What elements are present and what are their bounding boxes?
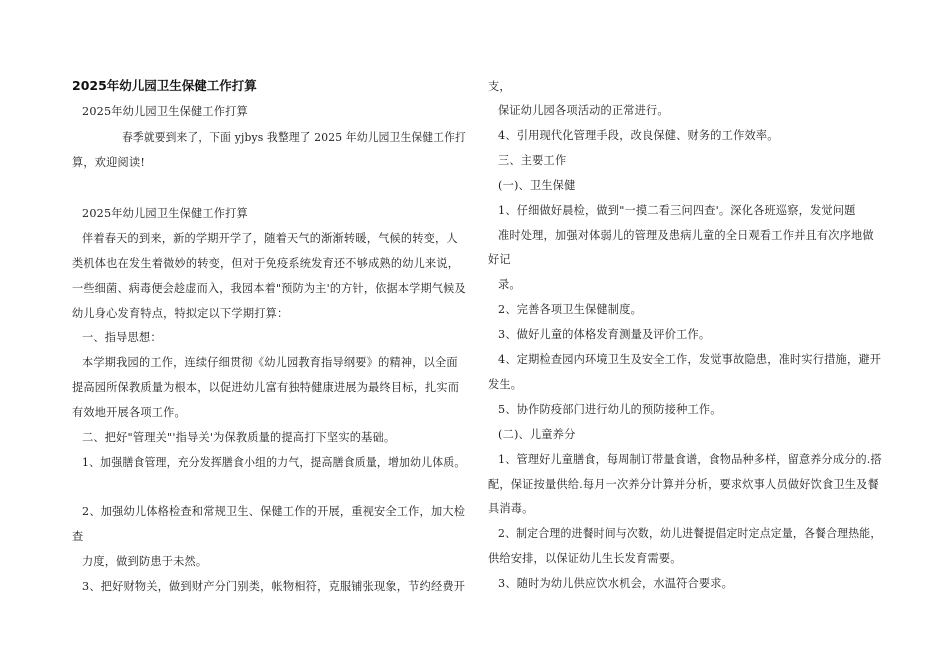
section-heading: 2025年幼儿园卫生保健工作打算 xyxy=(82,207,248,220)
paragraph-line: 伴着春天的到来，新的学期开学了，随着天气的渐渐转暖，气候的转变，人 xyxy=(82,232,458,245)
paragraph-line: 录。 xyxy=(498,278,521,291)
list-item: 3、把好财物关，做到财产分门别类，帐物相符，克服铺张现象，节约经费开 xyxy=(82,580,466,593)
paragraph-line: 查 xyxy=(72,530,84,543)
intro-line: 春季就要到来了，下面 yjbys 我整理了 2025 年幼儿园卫生保健工作打 xyxy=(122,131,466,144)
list-item: 2、加强幼儿体格检查和常规卫生、保健工作的开展，重视安全工作，加大检 xyxy=(82,505,466,518)
list-item: 5、协作防疫部门进行幼儿的预防接种工作。 xyxy=(498,403,722,416)
list-item: 2、制定合理的进餐时间与次数，幼儿进餐提倡定时定点定量，各餐合理热能， xyxy=(498,527,882,540)
paragraph-line: 力度，做到防患于未然。 xyxy=(82,555,208,568)
list-item: 1、管理好儿童膳食，每周制订带量食谱，食物品种多样，留意养分成分的.搭 xyxy=(498,453,882,466)
paragraph-line: 发生。 xyxy=(488,378,523,391)
list-item: 3、做好儿童的体格发育测量及评价工作。 xyxy=(498,328,711,341)
subtitle-line: 2025年幼儿园卫生保健工作打算 xyxy=(82,105,248,118)
paragraph-line: 好记 xyxy=(488,253,511,266)
paragraph-line: 幼儿身心发育特点，特拟定以下学期打算： xyxy=(72,307,289,320)
paragraph-line: 本学期我园的工作，连续仔细贯彻《幼儿园教育指导纲要》的精神，以全面 xyxy=(82,356,458,369)
list-item: 2、完善各项卫生保健制度。 xyxy=(498,303,642,316)
list-item: 4、引用现代化管理手段，改良保健、财务的工作效率。 xyxy=(498,129,779,142)
paragraph-line: 配，保证按量供给.每月一次养分计算并分析，要求炊事人员做好饮食卫生及餐 xyxy=(488,478,879,491)
section-heading: 一、指导思想： xyxy=(82,331,162,344)
list-item: 3、随时为幼儿供应饮水机会，水温符合要求。 xyxy=(498,577,734,590)
paragraph-line: 供给安排，以保证幼儿生长发育需要。 xyxy=(488,552,682,565)
subsection-heading: (一)、卫生保健 xyxy=(498,179,576,192)
list-item: 4、定期检查园内环境卫生及安全工作，发觉事故隐患，准时实行措施，避开 xyxy=(498,353,882,366)
paragraph-line: 准时处理，加强对体弱儿的管理及患病儿童的全日观看工作并且有次序地做 xyxy=(498,229,874,242)
section-heading: 二、把好"管理关"'指导关'为保教质量的提高打下坚实的基础。 xyxy=(82,431,396,444)
paragraph-line: 一些细菌、病毒便会趁虚而入，我园本着"预防为主'的方针，依据本学期气候及 xyxy=(72,282,466,295)
paragraph-line: 类机体也在发生着微妙的转变，但对于免疫系统发育还不够成熟的幼儿来说， xyxy=(72,257,460,270)
subsection-heading: (二)、儿童养分 xyxy=(498,428,576,441)
paragraph-line: 保证幼儿园各项活动的正常进行。 xyxy=(498,104,669,117)
document-title: 2025年幼儿园卫生保健工作打算 xyxy=(72,78,257,93)
paragraph-line: 支， xyxy=(488,80,511,93)
list-item: 1、仔细做好晨检，做到"一摸二看三问四查'。深化各班巡察，发觉问题 xyxy=(498,204,856,217)
section-heading: 三、主要工作 xyxy=(498,154,567,167)
paragraph-line: 提高园所保教质量为根本，以促进幼儿富有独特健康进展为最终目标，扎实而 xyxy=(72,381,460,394)
list-item: 1、加强膳食管理，充分发挥膳食小组的力气，提高膳食质量，增加幼儿体质。 xyxy=(82,456,466,469)
paragraph-line: 具消毒。 xyxy=(488,502,534,515)
intro-line: 算，欢迎阅读! xyxy=(72,156,146,169)
paragraph-line: 有效地开展各项工作。 xyxy=(72,406,186,419)
